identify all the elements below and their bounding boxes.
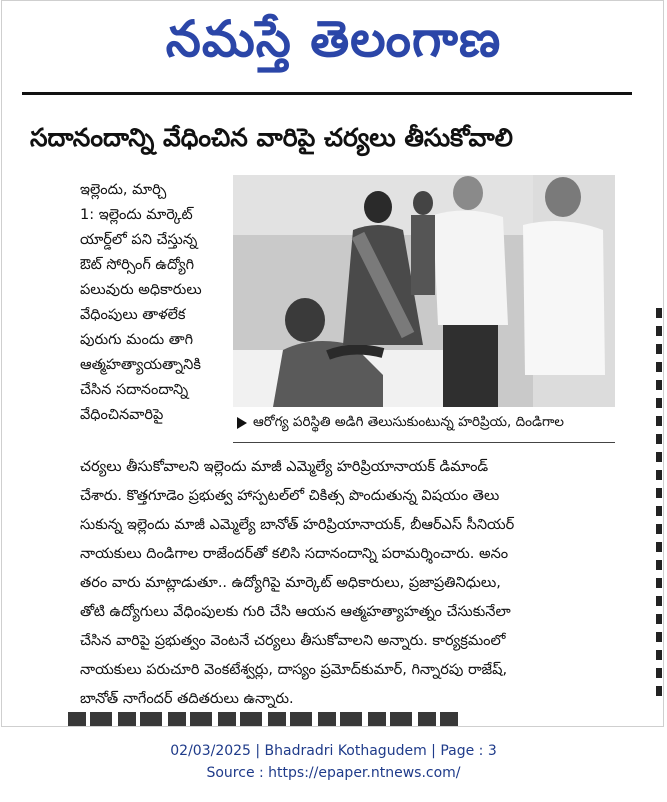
photo-caption-text: ఆరోగ్య పరిస్థితి అడిగి తెలుసుకుంటున్న హరిప్రియ, దిండిగాల (253, 413, 564, 430)
article-line: వేధించినవారిపై (80, 407, 164, 423)
article-line: ఇల్లెందు, మార్చి (80, 182, 167, 198)
caption-arrow-icon (237, 417, 247, 429)
article-line: చేసిన వారిపై ప్రభుత్వం వెంటనే చర్యలు తీసుకోవాలని అన్నారు. కార్యక్రమంలో (80, 633, 506, 649)
article-left-column (80, 178, 224, 428)
hospital-visit-photo (233, 175, 615, 407)
article-line: ఔట్ సోర్సింగ్ ఉద్యోగి (80, 257, 195, 273)
article-line: నాయకులు పరుచూరి వెంకటేశ్వర్లు, దాస్యం ప్రమోద్‌కుమార్, గిన్నారపు రాజేష్, (80, 662, 508, 678)
article-line: చేసిన సదానందాన్ని (80, 382, 189, 398)
article-line: చేశారు. కొత్తగూడెం ప్రభుత్వ హాస్పటల్‌లో చికిత్స పొందుతున్న విషయం తెలు (80, 488, 500, 504)
article-photo (233, 175, 615, 407)
article-line: ఆత్మహత్యాయత్నానికి (80, 357, 201, 373)
edition-info: 02/03/2025 | Bhadradri Kothagudem | Page : 3 (170, 743, 497, 759)
article-line: బానోత్ నాగేందర్ తదితరులు ఉన్నారు. (80, 691, 294, 707)
article-line: యార్డ్‌లో పని చేస్తున్న (80, 232, 198, 248)
caption-divider (233, 442, 615, 443)
newspaper-masthead: నమస్తే తెలంగాణ (165, 10, 502, 68)
article-line: వేధింపులు తాళలేక (80, 307, 186, 323)
masthead-divider (22, 92, 632, 95)
article-body (80, 453, 616, 714)
article-line: తరం వారు మాట్లాడుతూ.. ఉద్యోగిపై మార్కెట్ అధికారులు, ప్రజాప్రతినిధులు, (80, 575, 501, 591)
photo-caption (233, 408, 615, 438)
source-link[interactable]: Source : https://epaper.ntnews.com/ (206, 765, 461, 781)
article-line: 1: ఇల్లెందు మార్కెట్ (80, 207, 193, 223)
article-line: పలువురు అధికారులు (80, 282, 202, 298)
clipped-adjacent-column (652, 300, 666, 720)
article-line: చర్యలు తీసుకోవాలని ఇల్లెందు మాజీ ఎమ్మెల్యే హరిప్రియానాయక్ డిమాండ్ (80, 459, 489, 475)
clipped-next-headline (68, 712, 458, 726)
article-line: తోటి ఉద్యోగులు వేధింపులకు గురి చేసి ఆయన ఆత్మహత్యాహత్నం చేసుకునేలా (80, 604, 511, 620)
article-line: నాయకులు దిండిగాల రాజేందర్‌తో కలిసి సదానందాన్ని పరామర్శించారు. అనం (80, 546, 509, 562)
article-line: సుకున్న ఇల్లెందు మాజీ ఎమ్మెల్యే బానోత్ హరిప్రియానాయక్, బీఆర్‌ఎస్ సీనియర్ (80, 517, 515, 533)
article-line: పురుగు మందు తాగి (80, 332, 194, 348)
article-headline: సదానందాన్ని వేధించిన వారిపై చర్యలు తీసుకోవాలి (30, 123, 513, 152)
page-footer (0, 740, 667, 784)
